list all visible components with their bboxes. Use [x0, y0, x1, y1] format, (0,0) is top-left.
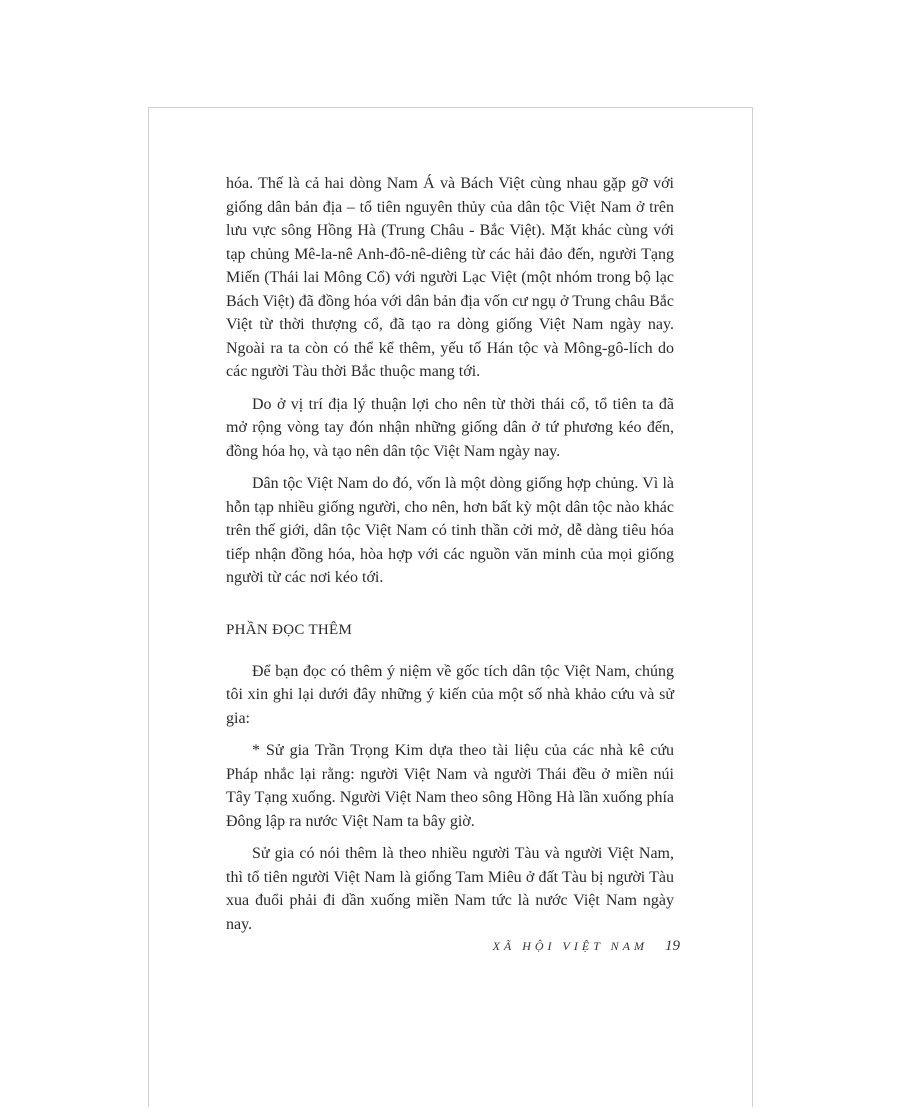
- paragraph: * Sử gia Trần Trọng Kim dựa theo tài liệu của các nhà kê cứu Pháp nhắc lại rằng: người Việt Nam và người Thái đều ở miền núi Tây Tạng xuống. Người Việt Nam theo sông Hồng Hà lần xuống phía Đông lập ra nước Việt Nam ta bây giờ.: [226, 742, 674, 830]
- paragraph: Để bạn đọc có thêm ý niệm về gốc tích dân tộc Việt Nam, chúng tôi xin ghi lại dưới đây những ý kiến của một số nhà khảo cứu và sử gia:: [226, 662, 674, 727]
- page-footer: [480, 938, 680, 955]
- section-heading: PHẦN ĐỌC THÊM: [226, 621, 353, 638]
- paragraph: Do ở vị trí địa lý thuận lợi cho nên từ thời thái cổ, tổ tiên ta đã mở rộng vòng tay đón nhận những giống dân ở tứ phương kéo đến, đồng hóa họ, và tạo nên dân tộc Việt Nam ngày nay.: [226, 395, 674, 460]
- page-number: 19: [665, 938, 680, 954]
- paragraph: Sử gia có nói thêm là theo nhiều người Tàu và người Việt Nam, thì tổ tiên người Việt Nam là giống Tam Miêu ở đất Tàu bị người Tàu xua đuổi phải đi dần xuống miền Nam tức là nước Việt Nam ngày nay.: [226, 845, 674, 933]
- running-head: XÃ HỘI VIỆT NAM: [492, 939, 648, 953]
- body-text: [226, 172, 674, 945]
- paragraph: Dân tộc Việt Nam do đó, vốn là một dòng giống hợp chủng. Vì là hỗn tạp nhiều giống người, cho nên, hơn bất kỳ một dân tộc nào khác trên thế giới, dân tộc Việt Nam có tinh thần cởi mở, dễ dàng tiêu hóa tiếp nhận đồng hóa, hòa hợp với các nguồn văn minh của mọi giống người từ các nơi kéo tới.: [226, 475, 674, 586]
- paragraph-continuation: hóa. Thế là cả hai dòng Nam Á và Bách Việt cùng nhau gặp gỡ với giống dân bản địa – tổ tiên nguyên thủy của dân tộc Việt Nam ở trên lưu vực sông Hồng Hà (Trung Châu - Bắc Việt). Mặt khác cùng với tạp chủng Mê-la-nê Anh-đô-nê-diêng từ các hải đảo đến, người Tạng Miến (Thái lai Mông Cổ) với người Lạc Việt (một nhóm trong bộ lạc Bách Việt) đã đồng hóa với dân bản địa vốn cư ngụ ở Trung châu Bắc Việt từ thời thượng cổ, đã tạo ra dòng giống Việt Nam ngày nay. Ngoài ra ta còn có thể kể thêm, yếu tố Hán tộc và Mông-gô-lích do các người Tàu thời Bắc thuộc mang tới.: [226, 175, 674, 380]
